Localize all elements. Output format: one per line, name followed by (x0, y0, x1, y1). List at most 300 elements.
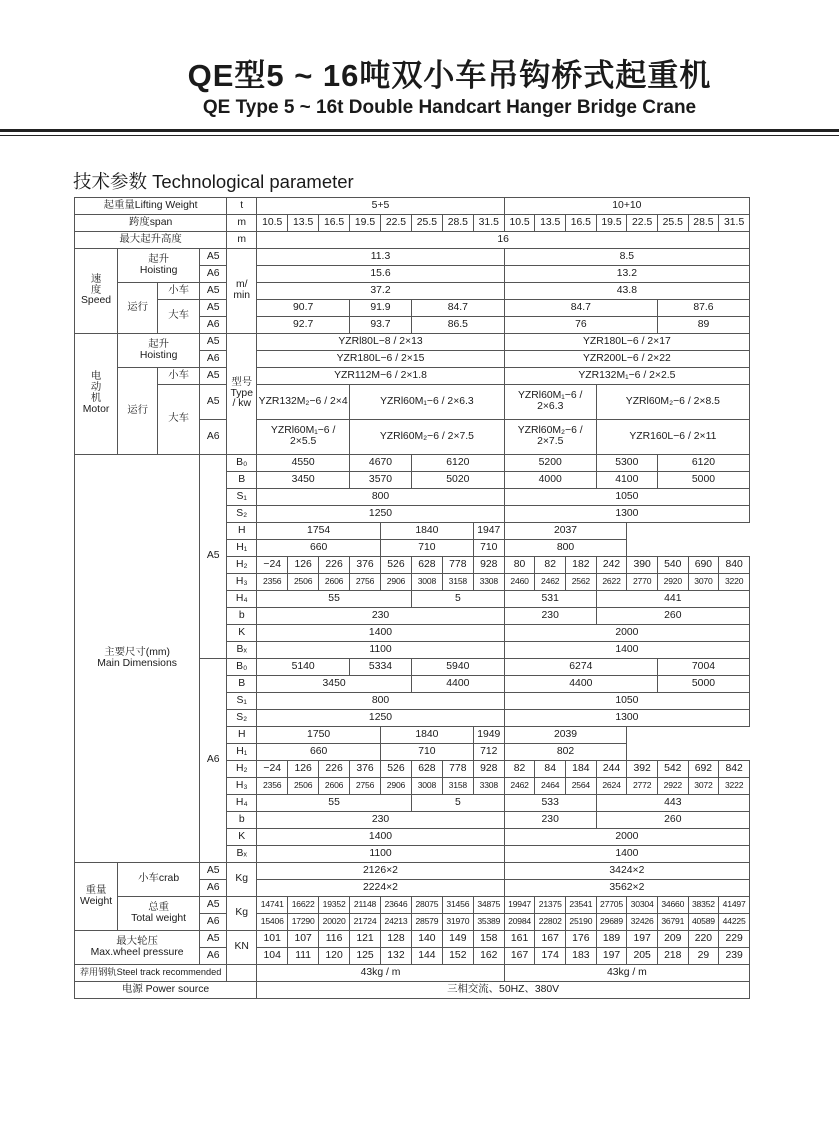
table-cell: YZR132M₂−6 / 2×4 (257, 385, 350, 420)
table-cell: 23541 (566, 897, 597, 914)
table-cell (227, 965, 257, 982)
table-cell: 778 (442, 557, 473, 574)
table-cell: 244 (596, 761, 627, 778)
table-cell: 174 (535, 948, 566, 965)
table-cell: 1300 (504, 506, 749, 523)
table-row (75, 232, 750, 249)
duty-class-label: A5 (200, 897, 227, 914)
table-row (75, 334, 750, 351)
table-cell: 121 (350, 931, 381, 948)
table-row (75, 249, 750, 266)
table-cell: 1754 (257, 523, 381, 540)
duty-class-label: A6 (200, 914, 227, 931)
table-cell: 13.5 (535, 215, 566, 232)
table-cell: YZRl60M₁−6 / 2×5.5 (257, 420, 350, 455)
table-cell: 5 (411, 591, 504, 608)
table-cell: 1250 (257, 506, 505, 523)
table-cell: 928 (473, 761, 504, 778)
table-cell: 34875 (473, 897, 504, 914)
table-cell: 376 (350, 557, 381, 574)
table-cell: 183 (566, 948, 597, 965)
table-cell: 6120 (657, 455, 749, 472)
table-cell: 91.9 (350, 300, 412, 317)
table-cell: 37.2 (257, 283, 505, 300)
table-cell: 4400 (411, 676, 504, 693)
table-cell: 2606 (319, 574, 350, 591)
table-cell: 2464 (535, 778, 566, 795)
unit-label: Kg (227, 897, 257, 931)
table-cell: 144 (411, 948, 442, 965)
table-cell: 628 (411, 557, 442, 574)
table-cell: 5334 (350, 659, 412, 676)
table-cell: 533 (504, 795, 596, 812)
table-cell: 29689 (596, 914, 627, 931)
table-cell: 1100 (257, 642, 505, 659)
duty-class-label: A5 (200, 249, 227, 266)
table-cell: 126 (288, 761, 319, 778)
table-cell: 40589 (688, 914, 719, 931)
table-row (75, 368, 750, 385)
table-cell: 8.5 (504, 249, 749, 266)
table-cell: 3450 (257, 472, 350, 489)
table-cell: 35389 (473, 914, 504, 931)
table-cell: 660 (257, 744, 381, 761)
parameter-table (74, 197, 750, 999)
table-cell: 120 (319, 948, 350, 965)
crab-label: 小车 (158, 368, 200, 385)
dimension-symbol: H₂ (227, 557, 257, 574)
table-cell: 89 (657, 317, 749, 334)
table-cell: 27705 (596, 897, 627, 914)
table-cell: 2039 (504, 727, 627, 744)
table-cell: 19352 (319, 897, 350, 914)
dimension-symbol: K (227, 829, 257, 846)
dimension-symbol: B (227, 472, 257, 489)
table-cell: 7004 (657, 659, 749, 676)
table-cell: 182 (566, 557, 597, 574)
table-cell: 2564 (566, 778, 597, 795)
table-cell: 101 (257, 931, 288, 948)
duty-class-label: A5 (200, 334, 227, 351)
dimension-symbol: H₁ (227, 540, 257, 557)
table-cell: 21148 (350, 897, 381, 914)
table-cell: 205 (627, 948, 658, 965)
table-cell: 30304 (627, 897, 658, 914)
table-cell: 2356 (257, 778, 288, 795)
table-cell: 628 (411, 761, 442, 778)
unit-label: KN (227, 931, 257, 965)
table-cell: 1400 (257, 625, 505, 642)
table-cell: 162 (473, 948, 504, 965)
page-subtitle: QE Type 5 ~ 16t Double Handcart Hanger Bridge Crane (202, 97, 697, 118)
weight-label: 重量 Weight (75, 863, 118, 931)
table-cell: 1840 (380, 523, 473, 540)
dimension-symbol: B₀ (227, 455, 257, 472)
table-cell: 3070 (688, 574, 719, 591)
table-cell: 802 (504, 744, 627, 761)
table-cell: 392 (627, 761, 658, 778)
section-heading: 技术参数 Technological parameter (73, 171, 354, 192)
table-cell: 230 (257, 812, 505, 829)
table-cell: 31.5 (473, 215, 504, 232)
table-cell: 1750 (257, 727, 381, 744)
table-cell: 1400 (504, 642, 749, 659)
table-cell: 82 (504, 761, 535, 778)
table-cell: 15406 (257, 914, 288, 931)
table-cell: 778 (442, 761, 473, 778)
table-cell: 20020 (319, 914, 350, 931)
table-cell: 82 (535, 557, 566, 574)
max-wheel-label: 最大轮压 Max.wheel pressure (75, 931, 200, 965)
span-label: 跨度span (75, 215, 227, 232)
table-cell: 5300 (596, 455, 657, 472)
table-cell: 22.5 (380, 215, 411, 232)
table-cell: 3450 (257, 676, 412, 693)
table-cell: 710 (473, 540, 504, 557)
table-cell: 28579 (411, 914, 442, 931)
table-cell: 104 (257, 948, 288, 965)
table-cell: 三相交流、50HZ、380V (257, 982, 750, 999)
table-cell: 167 (504, 948, 535, 965)
dimension-symbol: b (227, 608, 257, 625)
hoisting-label: 起升 Hoisting (118, 334, 200, 368)
table-cell: 3424×2 (504, 863, 749, 880)
dimension-symbol: Bₓ (227, 642, 257, 659)
table-row (75, 965, 750, 982)
power-label: 电源 Power source (75, 982, 257, 999)
table-cell: YZRl60M₂−6 / 2×7.5 (504, 420, 596, 455)
table-cell: 84 (535, 761, 566, 778)
running-label: 运行 (118, 368, 158, 455)
table-cell: 14741 (257, 897, 288, 914)
table-cell: 230 (504, 608, 596, 625)
dimension-symbol: H₁ (227, 744, 257, 761)
table-cell: 128 (380, 931, 411, 948)
table-cell: 1840 (380, 727, 473, 744)
table-cell: 2462 (504, 778, 535, 795)
table-cell: YZR180L−6 / 2×17 (504, 334, 749, 351)
table-cell: 76 (504, 317, 657, 334)
table-cell: 19.5 (596, 215, 627, 232)
dimension-symbol: H₃ (227, 574, 257, 591)
table-cell: 2000 (504, 829, 749, 846)
table-cell: 31.5 (719, 215, 750, 232)
dimension-symbol: H₂ (227, 761, 257, 778)
table-cell: 5200 (504, 455, 596, 472)
table-cell: 90.7 (257, 300, 350, 317)
table-cell: 2356 (257, 574, 288, 591)
table-cell: 2037 (504, 523, 627, 540)
table-cell: 132 (380, 948, 411, 965)
table-cell: 230 (504, 812, 596, 829)
table-row (75, 300, 750, 317)
table-cell: 226 (319, 761, 350, 778)
table-cell: 2624 (596, 778, 627, 795)
table-cell: 3308 (473, 778, 504, 795)
table-cell: 2224×2 (257, 880, 505, 897)
table-cell: 44225 (719, 914, 750, 931)
table-cell: 38352 (688, 897, 719, 914)
table-cell: 19.5 (350, 215, 381, 232)
table-cell: 690 (688, 557, 719, 574)
table-cell: 5000 (657, 676, 749, 693)
unit-label: m (227, 215, 257, 232)
table-cell: 1050 (504, 489, 749, 506)
table-row (75, 198, 750, 215)
duty-class-label: A6 (200, 659, 227, 863)
table-cell: 17290 (288, 914, 319, 931)
unit-label: t (227, 198, 257, 215)
table-cell: 928 (473, 557, 504, 574)
table-cell: 167 (535, 931, 566, 948)
table-cell: 23646 (380, 897, 411, 914)
duty-class-label: A5 (200, 385, 227, 420)
table-cell: YZRl60M₂−6 / 2×7.5 (350, 420, 505, 455)
total-weight-label: 总重 Total weight (118, 897, 200, 931)
table-cell: YZR132M₁−6 / 2×2.5 (504, 368, 749, 385)
table-cell: 24213 (380, 914, 411, 931)
unit-label: Kg (227, 863, 257, 897)
table-cell: 692 (688, 761, 719, 778)
table-cell: 158 (473, 931, 504, 948)
main-dimensions-label: 主要尺寸(mm) Main Dimensions (75, 455, 200, 863)
table-row (75, 455, 750, 472)
table-cell: 22802 (535, 914, 566, 931)
table-cell: 176 (566, 931, 597, 948)
table-cell: 4000 (504, 472, 596, 489)
table-cell: 226 (319, 557, 350, 574)
duty-class-label: A5 (200, 368, 227, 385)
crab-label: 小车 (158, 283, 200, 300)
table-cell: 149 (442, 931, 473, 948)
table-cell: 55 (257, 795, 412, 812)
table-cell: 712 (473, 744, 504, 761)
table-cell: 526 (380, 557, 411, 574)
table-cell: 2756 (350, 778, 381, 795)
unit-label: 型号 Type / kw (227, 334, 257, 455)
table-cell: 2606 (319, 778, 350, 795)
table-cell: 660 (257, 540, 381, 557)
table-cell: 710 (380, 744, 473, 761)
table-cell: 220 (688, 931, 719, 948)
table-cell: 28.5 (442, 215, 473, 232)
table-cell: 1300 (504, 710, 749, 727)
table-cell: 229 (719, 931, 750, 948)
table-cell: 13.5 (288, 215, 319, 232)
duty-class-label: A5 (200, 455, 227, 659)
table-cell: YZRl60M₂−6 / 2×8.5 (596, 385, 749, 420)
duty-class-label: A5 (200, 300, 227, 317)
table-cell: 80 (504, 557, 535, 574)
table-cell: 92.7 (257, 317, 350, 334)
duty-class-label: A6 (200, 266, 227, 283)
table-cell: 3158 (442, 574, 473, 591)
table-cell: 4550 (257, 455, 350, 472)
table-cell: 5940 (411, 659, 504, 676)
table-cell: 2756 (350, 574, 381, 591)
table-cell: 2770 (627, 574, 658, 591)
table-cell: YZR200L−6 / 2×22 (504, 351, 749, 368)
table-cell: 4400 (504, 676, 657, 693)
dimension-symbol: S₁ (227, 489, 257, 506)
table-cell: 242 (596, 557, 627, 574)
table-cell: 15.6 (257, 266, 505, 283)
duty-class-label: A6 (200, 420, 227, 455)
table-cell: 16622 (288, 897, 319, 914)
table-cell: 111 (288, 948, 319, 965)
table-cell: 22.5 (627, 215, 658, 232)
dimension-symbol: H (227, 523, 257, 540)
table-cell: 443 (596, 795, 749, 812)
table-cell: 86.5 (411, 317, 504, 334)
table-cell: 152 (442, 948, 473, 965)
table-cell: YZRl80L−8 / 2×13 (257, 334, 505, 351)
table-cell: 2906 (380, 574, 411, 591)
table-cell: 540 (657, 557, 688, 574)
table-cell: 800 (257, 693, 505, 710)
table-cell: 5+5 (257, 198, 505, 215)
dimension-symbol: Bₓ (227, 846, 257, 863)
table-cell: 116 (319, 931, 350, 948)
table-cell: 107 (288, 931, 319, 948)
table-cell: 3570 (350, 472, 412, 489)
table-cell: 840 (719, 557, 750, 574)
table-cell: 4100 (596, 472, 657, 489)
table-cell: 31970 (442, 914, 473, 931)
table-cell: 84.7 (504, 300, 657, 317)
table-cell: 2920 (657, 574, 688, 591)
table-cell: 800 (257, 489, 505, 506)
table-cell: 6274 (504, 659, 657, 676)
max-height-label: 最大起升高度 (75, 232, 227, 249)
table-cell: 376 (350, 761, 381, 778)
table-cell: 842 (719, 761, 750, 778)
table-cell: 260 (596, 812, 749, 829)
table-cell: 84.7 (411, 300, 504, 317)
dimension-symbol: H₄ (227, 795, 257, 812)
table-cell: 3308 (473, 574, 504, 591)
table-cell: 710 (380, 540, 473, 557)
table-cell: 32426 (627, 914, 658, 931)
dimension-symbol: H (227, 727, 257, 744)
table-cell: 5 (411, 795, 504, 812)
dimension-symbol: B₀ (227, 659, 257, 676)
table-cell: 25190 (566, 914, 597, 931)
table-cell: 16 (257, 232, 750, 249)
table-cell: 55 (257, 591, 412, 608)
table-cell: 87.6 (657, 300, 749, 317)
page-title: QE型5 ~ 16吨双小车吊钩桥式起重机 (187, 58, 712, 93)
table-cell: 2460 (504, 574, 535, 591)
table-cell: 28075 (411, 897, 442, 914)
table-cell: 3008 (411, 574, 442, 591)
table-cell: 3008 (411, 778, 442, 795)
table-cell: 10.5 (257, 215, 288, 232)
dimension-symbol: S₂ (227, 710, 257, 727)
table-cell: 390 (627, 557, 658, 574)
table-cell: 25.5 (411, 215, 442, 232)
table-cell: 5020 (411, 472, 504, 489)
table-cell: 20984 (504, 914, 535, 931)
table-cell: 260 (596, 608, 749, 625)
duty-class-label: A5 (200, 283, 227, 300)
table-cell: 25.5 (657, 215, 688, 232)
dimension-symbol: b (227, 812, 257, 829)
hoisting-label: 起升 Hoisting (118, 249, 200, 283)
table-cell: 3158 (442, 778, 473, 795)
table-row (75, 215, 750, 232)
unit-label: m/ min (227, 249, 257, 334)
table-cell: 161 (504, 931, 535, 948)
table-cell: 2922 (657, 778, 688, 795)
table-cell: YZR160L−6 / 2×11 (596, 420, 749, 455)
table-cell: 542 (657, 761, 688, 778)
parameter-table-body (75, 198, 750, 999)
table-cell: 1400 (257, 829, 505, 846)
cart-label: 大车 (158, 300, 200, 334)
table-cell: 197 (596, 948, 627, 965)
table-cell: 43kg / m (504, 965, 749, 982)
table-cell: 13.2 (504, 266, 749, 283)
header-rule (0, 129, 839, 132)
dimension-symbol: H₃ (227, 778, 257, 795)
table-cell: 1100 (257, 846, 505, 863)
table-cell: 21724 (350, 914, 381, 931)
table-cell: 239 (719, 948, 750, 965)
table-cell: 11.3 (257, 249, 505, 266)
table-cell: 16.5 (319, 215, 350, 232)
table-cell: 526 (380, 761, 411, 778)
track-label: 荐用钢轨Steel track recommended (75, 965, 227, 982)
table-cell: 441 (596, 591, 749, 608)
table-row (75, 931, 750, 948)
table-cell: 4670 (350, 455, 412, 472)
duty-class-label: A6 (200, 317, 227, 334)
cart-label: 大车 (158, 385, 200, 455)
table-cell: 3220 (719, 574, 750, 591)
table-cell: 10.5 (504, 215, 535, 232)
table-cell: 126 (288, 557, 319, 574)
duty-class-label: A6 (200, 948, 227, 965)
table-cell: 230 (257, 608, 505, 625)
table-cell: 531 (504, 591, 596, 608)
table-cell: 43kg / m (257, 965, 505, 982)
table-cell: 36791 (657, 914, 688, 931)
dimension-symbol: B (227, 676, 257, 693)
dimension-symbol: S₂ (227, 506, 257, 523)
table-cell: 1400 (504, 846, 749, 863)
table-cell: −24 (257, 761, 288, 778)
table-cell: YZR180L−6 / 2×15 (257, 351, 505, 368)
dimension-symbol: S₁ (227, 693, 257, 710)
table-cell: 41497 (719, 897, 750, 914)
header-rule-thin (0, 135, 839, 136)
table-cell: 184 (566, 761, 597, 778)
table-cell: 209 (657, 931, 688, 948)
motor-label: 电 动 机 Motor (75, 334, 118, 455)
table-row (75, 863, 750, 880)
table-cell: 2506 (288, 574, 319, 591)
table-cell: 29 (688, 948, 719, 965)
table-cell: YZRl60M₁−6 / 2×6.3 (350, 385, 505, 420)
unit-label: m (227, 232, 257, 249)
speed-label: 速 度 Speed (75, 249, 118, 334)
table-cell: 800 (504, 540, 627, 557)
table-cell: 93.7 (350, 317, 412, 334)
table-cell: 140 (411, 931, 442, 948)
table-cell: 21375 (535, 897, 566, 914)
duty-class-label: A6 (200, 351, 227, 368)
